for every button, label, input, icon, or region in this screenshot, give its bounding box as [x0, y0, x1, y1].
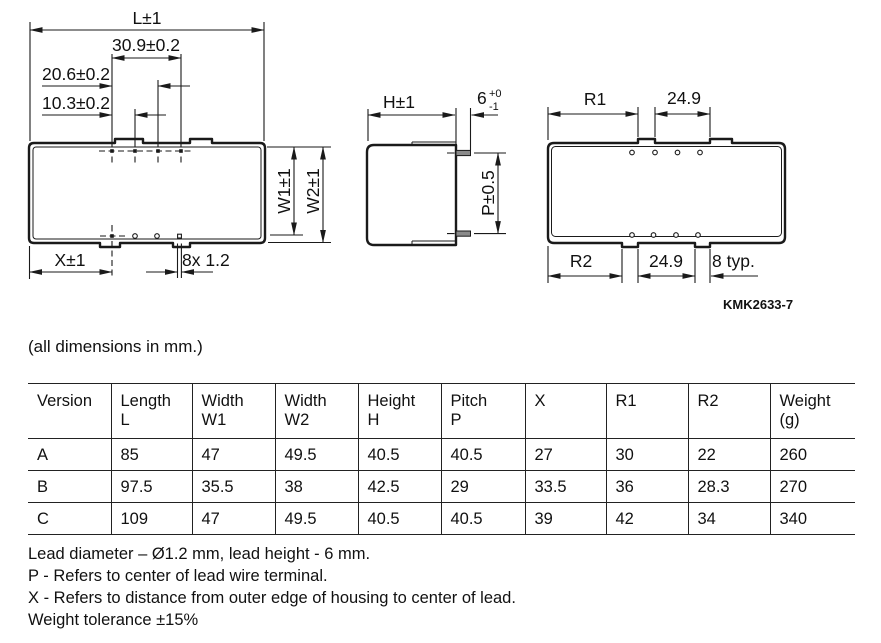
dim-label-10-3: 10.3±0.2	[42, 93, 110, 113]
header-row	[28, 384, 855, 439]
case-outline	[367, 145, 456, 245]
spec-cell: 22	[688, 439, 770, 471]
dim-label-6: 6	[477, 88, 487, 108]
footnotes	[28, 543, 516, 631]
part-number: KMK2633-7	[723, 297, 794, 312]
dim-label-R1: R1	[583, 89, 607, 109]
dim-tol-upper: +0	[489, 88, 502, 100]
spec-cell: 40.5	[441, 503, 525, 535]
dim-label-20-6: 20.6±0.2	[42, 64, 110, 84]
spec-cell: 49.5	[275, 503, 358, 535]
spec-cell: 39	[525, 503, 606, 535]
spec-cell: 29	[441, 471, 525, 503]
column-header: Length L	[111, 384, 192, 439]
spec-cell: 42	[606, 503, 688, 535]
dim-label-H: H±1	[383, 92, 415, 112]
spec-cell: 36	[606, 471, 688, 503]
spec-cell: 47	[192, 503, 275, 535]
table-row	[28, 471, 855, 503]
footnote-x: X - Refers to distance from outer edge of housing to center of lead.	[28, 589, 516, 607]
spec-cell: B	[28, 471, 111, 503]
column-header: X	[525, 384, 606, 439]
dim-label-X: X±1	[54, 250, 86, 270]
dim-label-R2: R2	[569, 251, 593, 271]
spec-cell: 27	[525, 439, 606, 471]
spec-cell: 260	[770, 439, 855, 471]
spec-table	[28, 383, 855, 535]
top-terminals	[99, 149, 194, 162]
column-header: R2	[688, 384, 770, 439]
housing-outline	[29, 139, 265, 247]
housing-inner-wall	[33, 147, 261, 239]
housing-outline	[548, 139, 785, 247]
spec-cell: 97.5	[111, 471, 192, 503]
table-row	[28, 439, 855, 471]
dim-label-L: L±1	[132, 8, 162, 28]
housing-inner-wall	[552, 147, 782, 237]
column-header: Height H	[358, 384, 441, 439]
case-seam	[412, 142, 456, 245]
lead-pin	[456, 150, 471, 155]
spec-cell: 34	[688, 503, 770, 535]
spec-cell: 33.5	[525, 471, 606, 503]
side-view	[367, 88, 506, 245]
spec-cell: 270	[770, 471, 855, 503]
spec-cell: 28.3	[688, 471, 770, 503]
dim-label-P: P±0.5	[478, 170, 498, 216]
footnote-p: P - Refers to center of lead wire terminal.	[28, 567, 328, 585]
spec-cell: 35.5	[192, 471, 275, 503]
column-header: R1	[606, 384, 688, 439]
mounting-holes-top	[630, 150, 703, 155]
footnote-weight: Weight tolerance ±15%	[28, 611, 199, 629]
bottom-terminals	[100, 225, 181, 279]
spec-cell: 42.5	[358, 471, 441, 503]
footnote-lead: Lead diameter – Ø1.2 mm, lead height - 6 mm.	[28, 545, 371, 563]
spec-cell: 40.5	[358, 503, 441, 535]
spec-cell: 40.5	[358, 439, 441, 471]
dim-label-8x12: 8x 1.2	[182, 250, 230, 270]
spec-cell: 40.5	[441, 439, 525, 471]
spec-cell: 30	[606, 439, 688, 471]
front-view	[29, 8, 331, 279]
dim-label-8-typ: 8 typ.	[712, 251, 755, 271]
column-header: Pitch P	[441, 384, 525, 439]
dim-label-W2: W2±1	[303, 168, 323, 214]
dim-label-30-9: 30.9±0.2	[112, 35, 180, 55]
spec-cell: C	[28, 503, 111, 535]
spec-cell: 49.5	[275, 439, 358, 471]
column-header: Width W2	[275, 384, 358, 439]
table-row	[28, 503, 855, 535]
column-header: Width W1	[192, 384, 275, 439]
dim-tol-lower: -1	[489, 101, 499, 113]
column-header: Weight (g)	[770, 384, 855, 439]
spec-cell: 109	[111, 503, 192, 535]
spec-cell: A	[28, 439, 111, 471]
bottom-view	[548, 88, 785, 283]
spec-cell: 38	[275, 471, 358, 503]
spec-cell: 85	[111, 439, 192, 471]
lead-pin	[456, 231, 471, 236]
dim-label-W1: W1±1	[274, 168, 294, 214]
spec-cell: 340	[770, 503, 855, 535]
column-header: Version	[28, 384, 111, 439]
spec-cell: 47	[192, 439, 275, 471]
dimensions-caption: (all dimensions in mm.)	[28, 337, 203, 356]
dim-label-24-9-top: 24.9	[666, 88, 702, 108]
dim-label-24-9-bottom: 24.9	[648, 251, 684, 271]
